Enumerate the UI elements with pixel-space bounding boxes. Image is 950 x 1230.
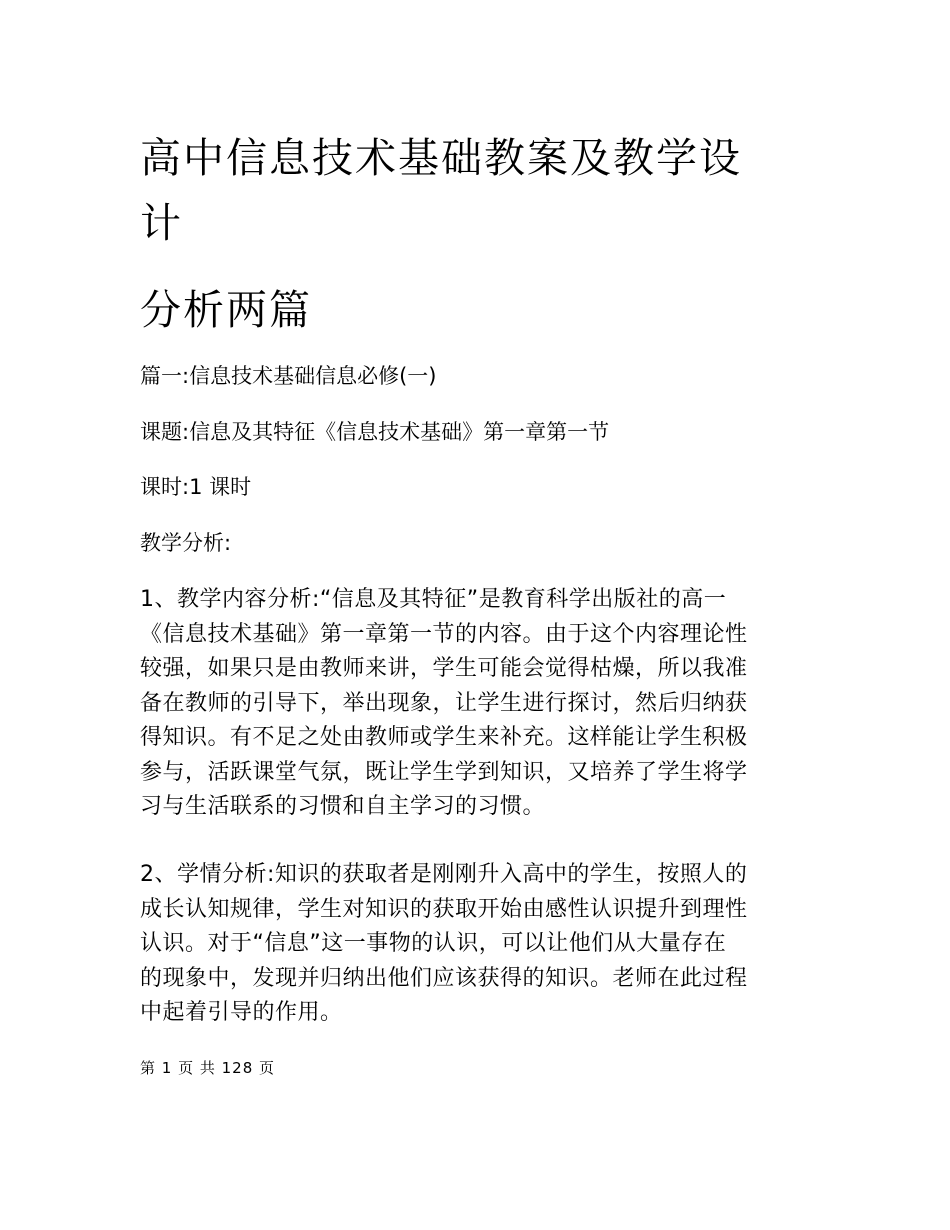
page-number-footer: 第 1 页 共 128 页 [140, 1059, 276, 1077]
content-analysis-paragraph [140, 583, 810, 825]
paragraph-line: 参与，活跃课堂气氛，既让学生学到知识，又培养了学生将学 [140, 759, 748, 785]
document-title-line-3: 分析两篇 [140, 286, 312, 334]
paragraph-line: 《信息技术基础》第一章第一节的内容。由于这个内容理论性 [140, 621, 748, 647]
paragraph-line: 习与生活联系的习惯和自主学习的习惯。 [140, 794, 546, 819]
paragraph-line: 1、教学内容分析:“信息及其特征”是教育科学出版社的高一 [140, 587, 727, 612]
lesson-hours: 课时:1 课时 [140, 475, 252, 499]
document-title-line-1: 高中信息技术基础教案及教学设 [140, 134, 742, 182]
document-title-line-2: 计 [140, 199, 183, 247]
lesson-topic: 课题:信息及其特征《信息技术基础》第一章第一节 [140, 420, 610, 444]
paragraph-line: 备在教师的引导下，举出现象，让学生进行探讨，然后归纳获 [140, 690, 748, 716]
paragraph-line: 认识。对于“信息”这一事物的认识，可以让他们从大量存在 [140, 931, 727, 956]
paragraph-line: 成长认知规律，学生对知识的获取开始由感性认识提升到理性 [140, 896, 748, 922]
paragraph-line: 的现象中，发现并归纳出他们应该获得的知识。老师在此过程 [140, 965, 748, 991]
paragraph-line: 得知识。有不足之处由教师或学生来补充。这样能让学生积极 [140, 725, 748, 750]
paragraph-line: 较强，如果只是由教师来讲，学生可能会觉得枯燥，所以我准 [140, 656, 748, 681]
analysis-heading: 教学分析: [140, 531, 232, 555]
paragraph-line: 中起着引导的作用。 [140, 1000, 343, 1025]
student-analysis-paragraph [140, 858, 810, 1031]
paragraph-line: 2、学情分析:知识的获取者是刚刚升入高中的学生，按照人的 [140, 862, 748, 887]
part-label: 篇一:信息技术基础信息必修(一) [140, 364, 437, 388]
